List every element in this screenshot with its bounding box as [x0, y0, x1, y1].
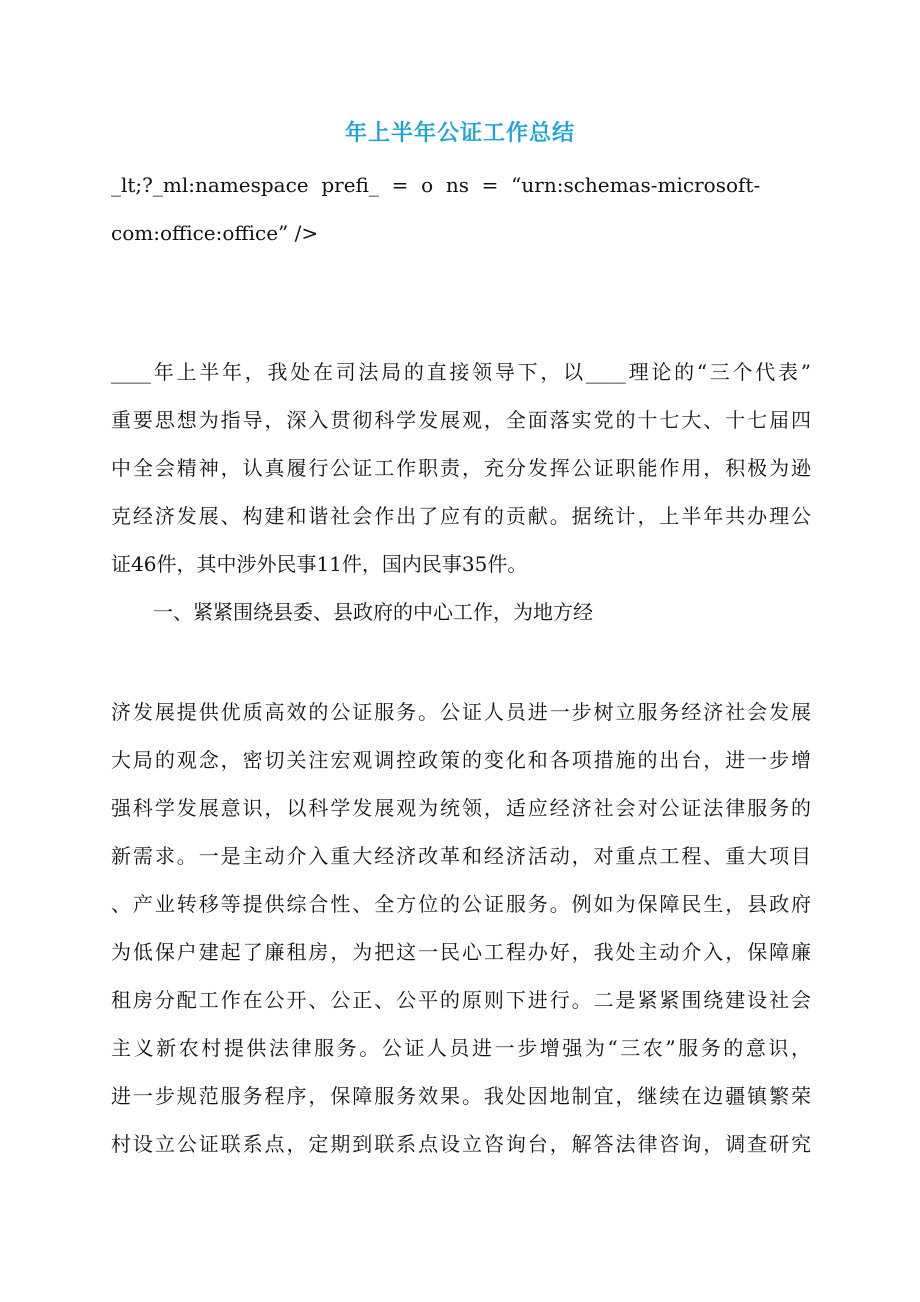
paragraph-line: 中全会精神，认真履行公证工作职责，充分发挥公证职能作用，积极为逊 [111, 456, 811, 480]
paragraph-section-1 [111, 688, 811, 1168]
document-title: 年上半年公证工作总结 [344, 121, 575, 146]
paragraph-line: 主义新农村提供法律服务。公证人员进一步增强为“三农”服务的意识， [111, 1036, 811, 1060]
paragraph-line: ____年上半年，我处在司法局的直接领导下，以____理论的“三个代表” [111, 360, 811, 384]
paragraph-line: 克经济发展、构建和谐社会作出了应有的贡献。据统计，上半年共办理公 [111, 504, 811, 528]
paragraph-line: 为低保户建起了廉租房，为把这一民心工程办好，我处主动介入，保障廉 [111, 940, 811, 964]
paragraph-intro [111, 348, 811, 636]
paragraph-line: 租房分配工作在公开、公正、公平的原则下进行。二是紧紧围绕建设社会 [111, 988, 811, 1012]
paragraph-line: 重要思想为指导，深入贯彻科学发展观，全面落实党的十七大、十七届四 [111, 408, 811, 432]
section-heading-1: 一、紧紧围绕县委、县政府的中心工作，为地方经 [153, 600, 593, 624]
paragraph-line: 大局的观念，密切关注宏观调控政策的变化和各项措施的出台，进一步增 [111, 748, 811, 772]
paragraph-line: 村设立公证联系点，定期到联系点设立咨询台，解答法律咨询，调查研究 [111, 1132, 811, 1156]
xml-namespace-line-1: _lt;?_ml:namespace prefi_ = o ns = “urn:schemas-microsoft- [111, 173, 761, 197]
paragraph-line: 、产业转移等提供综合性、全方位的公证服务。例如为保障民生，县政府 [111, 892, 811, 916]
paragraph-line: 济发展提供优质高效的公证服务。公证人员进一步树立服务经济社会发展 [111, 700, 811, 724]
paragraph-line: 进一步规范服务程序，保障服务效果。我处因地制宜，继续在边疆镇繁荣 [111, 1084, 811, 1108]
paragraph-line: 新需求。一是主动介入重大经济改革和经济活动，对重点工程、重大项目 [111, 844, 811, 868]
paragraph-line: 证46件，其中涉外民事11件，国内民事35件。 [111, 552, 528, 576]
paragraph-line: 强科学发展意识，以科学发展观为统领，适应经济社会对公证法律服务的 [111, 796, 811, 820]
xml-namespace-line-2: com:office:office” /> [111, 221, 319, 245]
